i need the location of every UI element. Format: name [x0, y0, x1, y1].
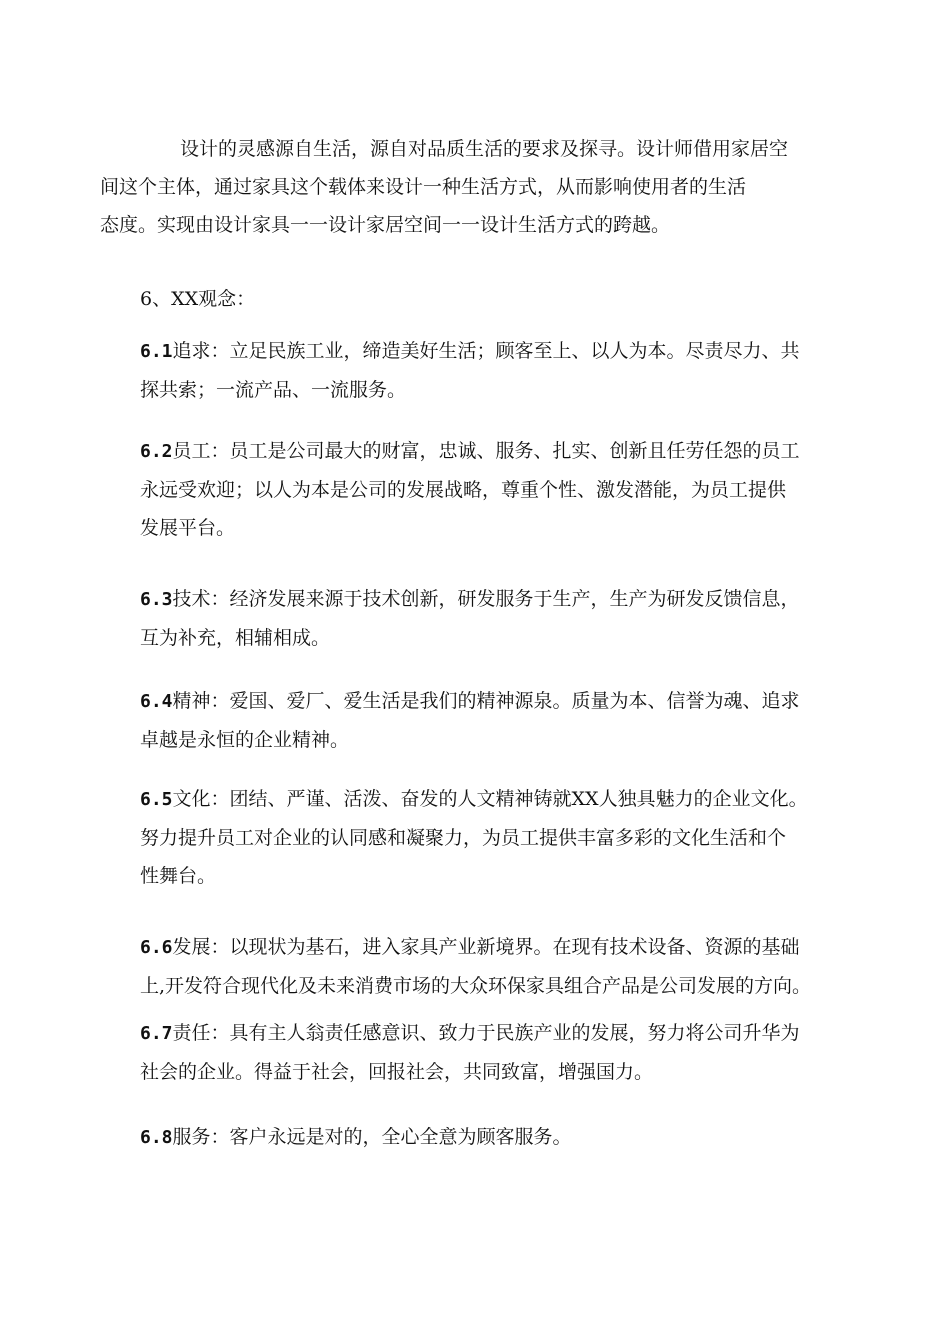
item-text: 互为补充，相辅相成。: [140, 627, 331, 649]
item-6-5: [140, 780, 830, 895]
item-text: 发展平台。: [140, 517, 236, 539]
item-number: 6.4: [140, 691, 173, 712]
item-6-1: [140, 332, 830, 409]
item-text: 追求：立足民族工业，缔造美好生活；顾客至上、以人为本。尽责尽力、共: [172, 340, 800, 362]
intro-paragraph: [100, 130, 830, 244]
item-number: 6.2: [140, 441, 173, 462]
intro-line: 设计的灵感源自生活，源自对品质生活的要求及探寻。设计师借用家居空: [180, 138, 789, 160]
item-6-7: [140, 1014, 830, 1091]
item-text: 文化：团结、严谨、活泼、奋发的人文精神铸就XX人独具魅力的企业文化。: [172, 788, 808, 810]
item-number: 6.3: [140, 589, 173, 610]
item-text: 性舞台。: [140, 865, 217, 887]
item-6-3: [140, 580, 830, 657]
item-text: 发展：以现状为基石，进入家具产业新境界。在现有技术设备、资源的基础: [172, 936, 800, 958]
item-text: 责任：具有主人翁责任感意识、致力于民族产业的发展，努力将公司升华为: [172, 1022, 800, 1044]
item-text: 上,开发符合现代化及未来消费市场的大众环保家具组合产品是公司发展的方向。: [140, 975, 812, 997]
section-heading: 6、XX观念：: [140, 288, 256, 310]
intro-line: 间这个主体，通过家具这个载体来设计一种生活方式，从而影响使用者的生活: [100, 176, 747, 198]
item-6-8: [140, 1118, 830, 1157]
item-number: 6.7: [140, 1023, 173, 1044]
item-text: 永远受欢迎；以人为本是公司的发展战略，尊重个性、激发潜能，为员工提供: [140, 479, 787, 501]
item-text: 精神：爱国、爱厂、爱生活是我们的精神源泉。质量为本、信誉为魂、追求: [172, 690, 800, 712]
item-text: 技术：经济发展来源于技术创新，研发服务于生产，生产为研发反馈信息，: [172, 588, 800, 610]
item-number: 6.5: [140, 789, 173, 810]
item-text: 社会的企业。得益于社会，回报社会，共同致富，增强国力。: [140, 1061, 654, 1083]
item-text: 探共索；一流产品、一流服务。: [140, 379, 407, 401]
item-text: 卓越是永恒的企业精神。: [140, 729, 350, 751]
intro-line: 态度。实现由设计家具一一设计家居空间一一设计生活方式的跨越。: [100, 214, 671, 236]
item-number: 6.6: [140, 937, 173, 958]
item-6-6: [140, 928, 830, 1005]
item-number: 6.8: [140, 1127, 173, 1148]
item-text: 努力提升员工对企业的认同感和凝聚力，为员工提供丰富多彩的文化生活和个: [140, 827, 787, 849]
item-number: 6.1: [140, 341, 173, 362]
item-6-2: [140, 432, 830, 547]
item-6-4: [140, 682, 830, 759]
item-text: 服务：客户永远是对的，全心全意为顾客服务。: [172, 1126, 572, 1148]
item-text: 员工：员工是公司最大的财富，忠诚、服务、扎实、创新且任劳任怨的员工: [172, 440, 800, 462]
